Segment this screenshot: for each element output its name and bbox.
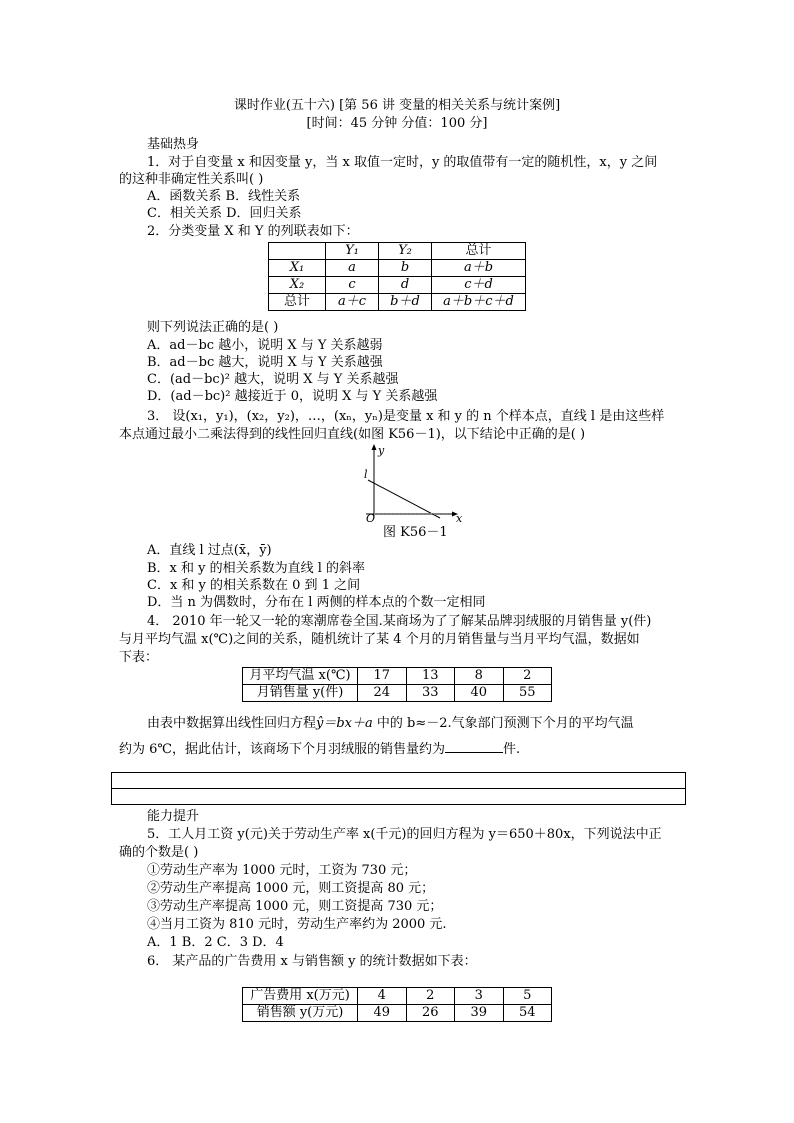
answer-box-row-2[interactable] xyxy=(111,788,686,805)
table-cell: X₁ xyxy=(269,260,326,277)
q5-options: A．1 B．2 C．3 D．4 xyxy=(147,935,284,950)
table-cell: 月销售量 y(件) xyxy=(243,685,358,702)
q3-figure-caption: 图 K56－1 xyxy=(383,525,448,540)
table-cell: X₂ xyxy=(269,277,326,294)
table-cell: 13 xyxy=(406,668,455,685)
table-row xyxy=(269,243,526,260)
q4-text-d: 约为 6℃，据此估计，该商场下个月羽绒服的销售量约为 xyxy=(119,742,445,757)
table-row xyxy=(243,668,552,685)
table-cell: a＋b＋c＋d xyxy=(432,294,526,311)
table-cell: 54 xyxy=(503,1005,552,1022)
table-cell: 月平均气温 x(℃) xyxy=(243,668,358,685)
section-ability-heading: 能力提升 xyxy=(147,809,200,824)
q3-option-b: B．x 和 y 的相关系数为直线 l 的斜率 xyxy=(147,561,366,576)
section-basic-heading: 基础热身 xyxy=(147,137,200,152)
table-cell: 40 xyxy=(455,685,504,702)
table-cell: 销售额 y(万元) xyxy=(243,1005,358,1022)
q4-text-line1 xyxy=(147,716,634,732)
x-axis-label: x xyxy=(456,512,463,524)
q5-statement-4: ④当月工资为 810 元时，劳动生产率约为 2000 元. xyxy=(147,917,447,932)
y-axis-arrow-icon xyxy=(372,444,377,450)
q2-contingency-table xyxy=(268,242,526,311)
table-cell: c xyxy=(326,277,379,294)
regression-line xyxy=(368,480,440,518)
q6-data-table xyxy=(242,987,552,1022)
q2-option-d: D．(ad－bc)² 越接近于 0，说明 X 与 Y 关系越强 xyxy=(147,389,438,404)
table-row xyxy=(243,685,552,702)
table-cell: 总计 xyxy=(269,294,326,311)
q5-statement-3: ③劳动生产率提高 1000 元，则工资提高 730 元； xyxy=(147,899,443,914)
q2-option-b: B．ad－bc 越大，说明 X 与 Y 关系越强 xyxy=(147,355,383,370)
q1-options-line2: C．相关关系 D．回归关系 xyxy=(147,206,302,221)
q3-option-d: D．当 n 为偶数时，分布在 l 两侧的样本点的个数一定相同 xyxy=(147,595,486,610)
table-row xyxy=(269,277,526,294)
q6-stem: 6． 某产品的广告费用 x 与销售额 y 的统计数据如下表： xyxy=(147,954,477,969)
q4-text-c: 中的 b≈－2.气象部门预测下个月的平均气温 xyxy=(372,716,634,731)
q2-option-a: A．ad－bc 越小，说明 X 与 Y 关系越弱 xyxy=(147,338,383,353)
page-title: 课时作业(五十六) [第 56 讲 变量的相关关系与统计案例] xyxy=(233,98,561,113)
table-cell: 8 xyxy=(455,668,504,685)
q2-option-c: C．(ad－bc)² 越大，说明 X 与 Y 关系越强 xyxy=(147,372,399,387)
table-row xyxy=(243,1005,552,1022)
q4-text-a: 由表中数据算出线性回归方程 xyxy=(147,716,317,731)
q5-stem-line2: 确的个数是( ) xyxy=(119,845,199,860)
table-cell: a＋c xyxy=(326,294,379,311)
table-cell: 24 xyxy=(358,685,407,702)
table-cell: 55 xyxy=(503,685,552,702)
table-cell: c＋d xyxy=(432,277,526,294)
table-cell: 5 xyxy=(503,988,552,1005)
table-cell: 2 xyxy=(503,668,552,685)
q1-stem-line2: 的这种非确定性关系叫( ) xyxy=(119,172,264,187)
table-cell: 39 xyxy=(455,1005,504,1022)
table-cell: b＋d xyxy=(379,294,432,311)
q3-stem-line2: 本点通过最小二乘法得到的线性回归直线(如图 K56－1)，以下结论中正确的是( ) xyxy=(119,427,586,442)
table-cell: a＋b xyxy=(432,260,526,277)
table-cell: 4 xyxy=(358,988,407,1005)
q4-data-table xyxy=(242,667,552,702)
table-cell: Y₁ xyxy=(326,243,379,260)
y-axis-label: y xyxy=(378,444,385,457)
q4-stem-line1: 4． 2010 年一轮又一轮的寒潮席卷全国.某商场为了了解某品牌羽绒服的月销售量 y(件) xyxy=(147,614,652,629)
q3-stem-line1: 3． 设(x₁，y₁)，(x₂，y₂)，…，(xₙ，yₙ)是变量 x 和 y 的 n 个样本点，直线 l 是由这些样 xyxy=(147,409,665,424)
answer-blank[interactable] xyxy=(445,740,503,753)
q2-stem: 2．分类变量 X 和 Y 的列联表如下： xyxy=(147,224,359,239)
q1-options-line1: A．函数关系 B．线性关系 xyxy=(147,189,301,204)
table-row xyxy=(243,988,552,1005)
answer-box-row-1[interactable] xyxy=(111,772,686,789)
regression-equation: ŷ＝bx＋a xyxy=(316,716,373,731)
table-cell: 49 xyxy=(358,1005,407,1022)
table-cell: 26 xyxy=(406,1005,455,1022)
table-cell xyxy=(269,243,326,260)
q4-stem-line3: 下表： xyxy=(119,650,159,665)
table-cell: 3 xyxy=(455,988,504,1005)
table-cell: 2 xyxy=(406,988,455,1005)
table-cell: 33 xyxy=(406,685,455,702)
line-label: l xyxy=(364,468,368,481)
q1-stem-line1: 1．对于自变量 x 和因变量 y，当 x 取值一定时，y 的取值带有一定的随机性，x，y 之间 xyxy=(147,155,658,170)
table-cell: 广告费用 x(万元) xyxy=(243,988,358,1005)
table-row xyxy=(269,260,526,277)
q3-regression-figure xyxy=(358,442,468,524)
table-cell: d xyxy=(379,277,432,294)
q3-option-c: C．x 和 y 的相关系数在 0 到 1 之间 xyxy=(147,578,361,593)
q5-stem-line1: 5．工人月工资 y(元)关于劳动生产率 x(千元)的回归方程为 y＝650＋80x，下列说法中正 xyxy=(147,827,662,842)
q4-text-e: 件. xyxy=(502,742,521,757)
q3-option-a: A．直线 l 过点(x̄，ȳ) xyxy=(147,543,272,558)
page-subtitle: [时间：45 分钟 分值：100 分] xyxy=(306,116,488,131)
q4-stem-line2: 与月平均气温 x(℃)之间的关系，随机统计了某 4 个月的月销售量与当月平均气温，数据如 xyxy=(119,632,640,647)
table-cell: a xyxy=(326,260,379,277)
q2-ask: 则下列说法正确的是( ) xyxy=(147,320,279,335)
q5-statement-1: ①劳动生产率为 1000 元时，工资为 730 元； xyxy=(147,863,417,878)
origin-label: O xyxy=(366,512,376,524)
q4-text-line2 xyxy=(119,740,520,758)
table-cell: b xyxy=(379,260,432,277)
table-cell: Y₂ xyxy=(379,243,432,260)
table-row xyxy=(269,294,526,311)
q5-statement-2: ②劳动生产率提高 1000 元，则工资提高 80 元； xyxy=(147,881,435,896)
table-cell: 17 xyxy=(358,668,407,685)
table-cell: 总计 xyxy=(432,243,526,260)
